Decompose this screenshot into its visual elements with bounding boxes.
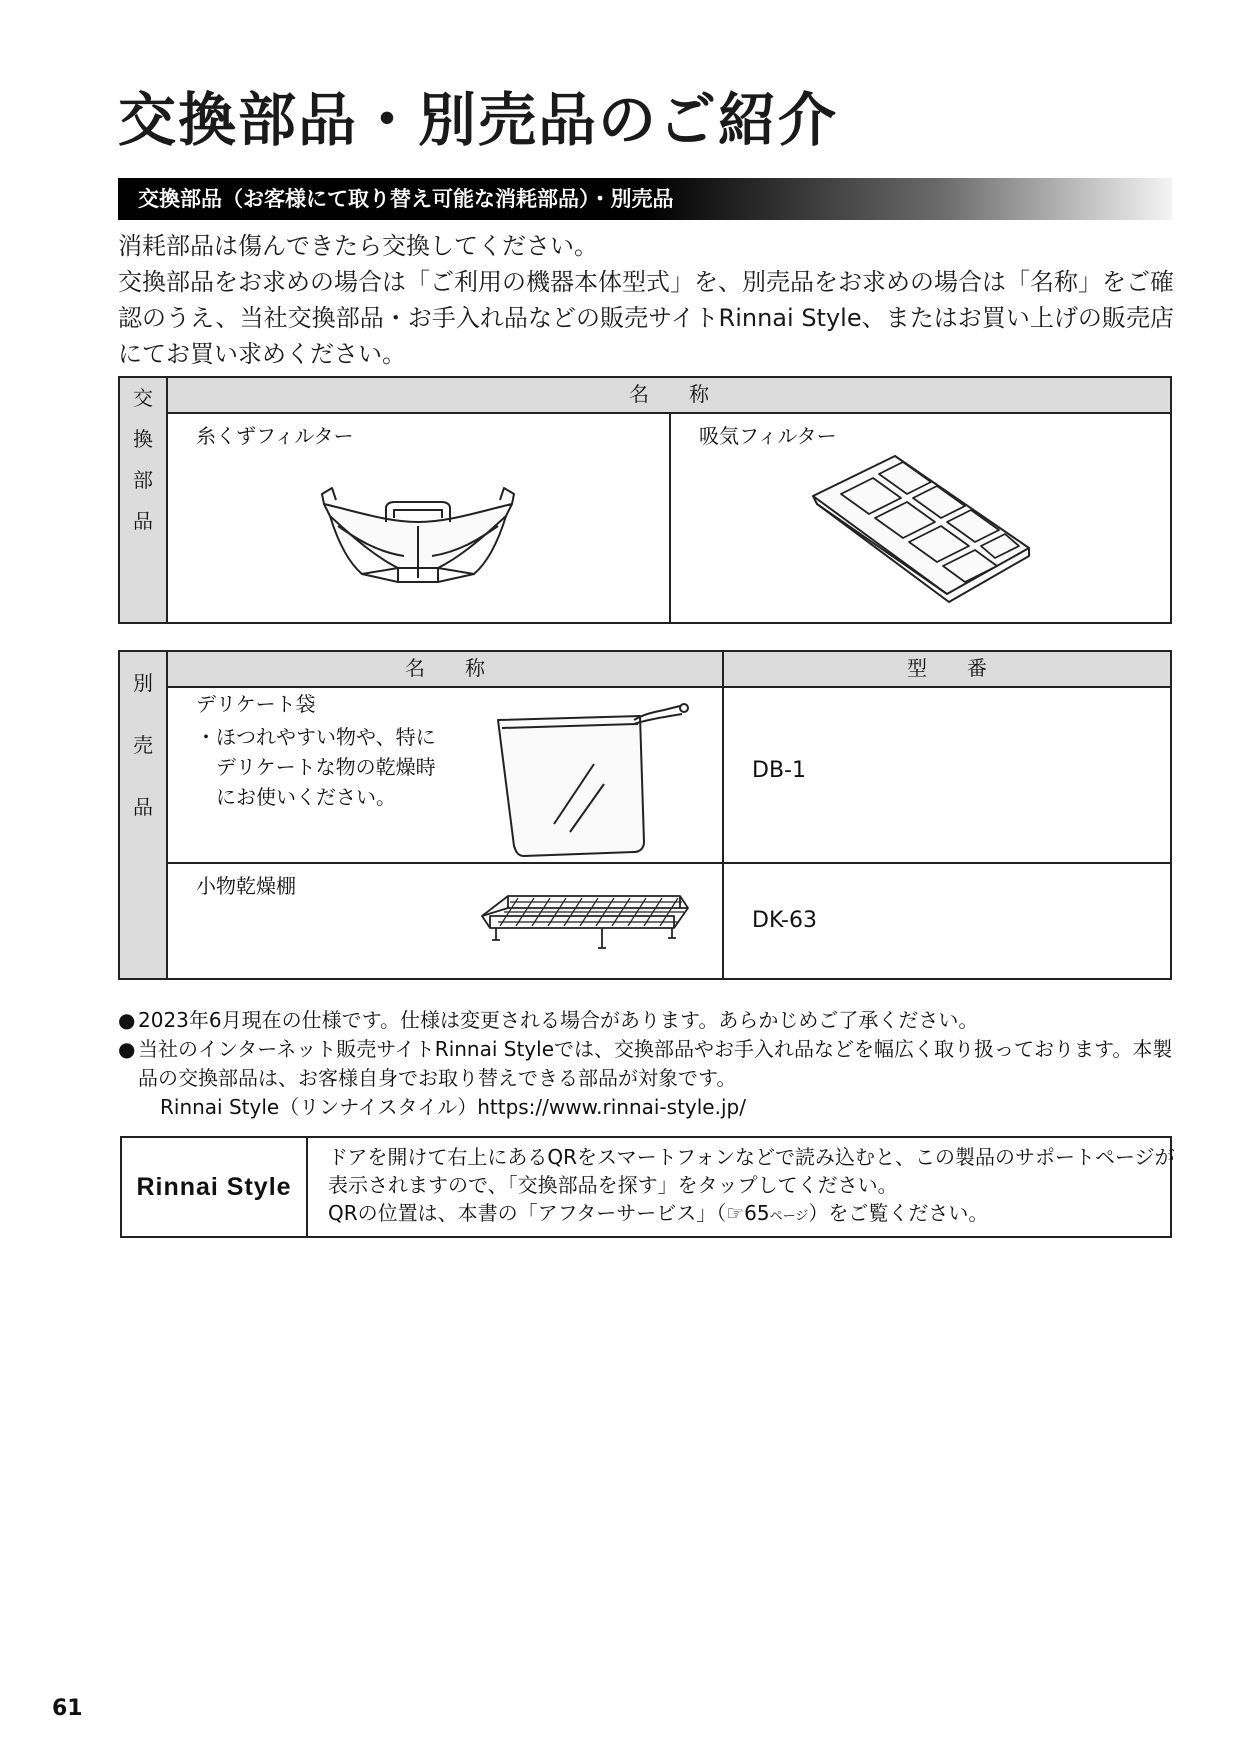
accessory-side-label [119, 651, 167, 979]
accessory-name-header: 名 称 [167, 651, 723, 687]
bullet-icon: ● [118, 1008, 136, 1032]
side-char: 品 [133, 795, 153, 819]
replacement-parts-table [118, 376, 1172, 624]
side-char: 別 [133, 671, 153, 695]
lint-filter-illustration [318, 482, 518, 588]
delicate-bag-model: DB-1 [752, 758, 806, 783]
side-char: 売 [133, 733, 153, 757]
delicate-bag-label: デリケート袋 [196, 692, 316, 716]
replacement-name-header: 名 称 [167, 377, 1171, 413]
side-char: 交 [133, 386, 153, 410]
page-ref: ☞65 [726, 1201, 770, 1225]
drying-rack-model: DK-63 [752, 908, 817, 933]
accessory-table [118, 650, 1172, 980]
drying-rack-label: 小物乾燥棚 [196, 874, 296, 898]
drying-rack-model-cell [723, 863, 1171, 979]
drying-rack-cell [167, 863, 723, 979]
note-text: 当社のインターネット販売サイトRinnai Styleでは、交換部品やお手入れ品などを幅広く取り扱っております。本製品の交換部品は、お客様自身でお取り替えできる部品が対象です。 [138, 1037, 1173, 1090]
delicate-bag-description [196, 722, 436, 812]
rinnai-style-line: ドアを開けて右上にあるQRをスマートフォンなどで読み込むと、この製品のサポートページが [328, 1145, 1175, 1169]
page-title: 交換部品・別売品のご紹介 [118, 86, 839, 154]
rinnai-style-logo: Rinnai Style [121, 1137, 307, 1237]
intake-filter-label: 吸気フィルター [699, 424, 837, 448]
note-text: 2023年6月現在の仕様です。仕様は変更される場合があります。あらかじめご了承ください。 [138, 1008, 979, 1032]
note-item [118, 1035, 1178, 1093]
lint-filter-cell [167, 413, 670, 623]
rinnai-style-url: Rinnai Style（リンナイスタイル）https://www.rinnai-style.jp/ [160, 1095, 746, 1119]
intro-line-1: 消耗部品は傷んできたら交換してください。 [118, 232, 598, 260]
notes [118, 1006, 1178, 1122]
note-item [118, 1006, 1178, 1035]
delicate-bag-cell [167, 687, 723, 863]
rinnai-style-line [328, 1199, 1169, 1231]
section-heading: 交換部品（お客様にて取り替え可能な消耗部品）・別売品 [118, 178, 1172, 220]
delicate-bag-desc-line: にお使いください。 [216, 785, 396, 809]
side-char: 換 [133, 427, 153, 451]
rinnai-style-info [307, 1137, 1175, 1237]
side-char: 部 [133, 468, 153, 492]
delicate-bag-illustration [494, 694, 694, 858]
rinnai-style-line-text: QRの位置は、本書の「アフターサービス」（ [328, 1201, 727, 1225]
rinnai-style-line-text: ）をご覧ください。 [808, 1201, 989, 1225]
replacement-side-label [119, 377, 167, 623]
bullet-icon: ● [118, 1037, 136, 1061]
lint-filter-label: 糸くずフィルター [196, 424, 354, 448]
delicate-bag-model-cell [723, 687, 1171, 863]
intro-text [118, 228, 1174, 372]
accessory-model-header: 型 番 [723, 651, 1171, 687]
rinnai-style-line: 表示されますので、「交換部品を探す」をタップしてください。 [328, 1173, 898, 1197]
delicate-bag-desc-line: ・ほつれやすい物や、特に [196, 725, 436, 749]
drying-rack-illustration [478, 888, 690, 952]
page-ref-unit: ページ [769, 1209, 809, 1224]
side-char: 品 [133, 509, 153, 533]
intro-line-2: 交換部品をお求めの場合は「ご利用の機器本体型式」を、別売品をお求めの場合は「名称」をご確認のうえ、当社交換部品・お手入れ品などの販売サイトRinnai Style、またはお買い上げの販売店にてお買い求めください。 [118, 268, 1174, 368]
intake-filter-cell [670, 413, 1171, 623]
rinnai-style-box [120, 1136, 1175, 1238]
page-number: 61 [52, 1696, 83, 1721]
intake-filter-illustration [811, 454, 1031, 604]
delicate-bag-desc-line: デリケートな物の乾燥時 [216, 755, 436, 779]
